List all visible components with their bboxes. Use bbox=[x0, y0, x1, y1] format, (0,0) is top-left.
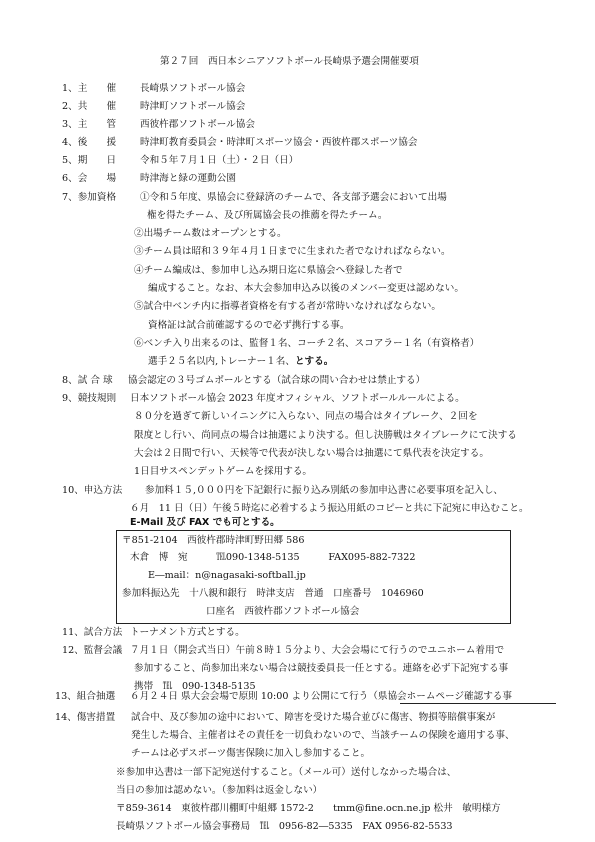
item-14-text: 試合中、及び参加の途中において、障害を受けた場合並びに傷害、物損等賠償事案が bbox=[131, 712, 496, 723]
item-13-text: ６月２４日 県大会会場で原則 10:00 より公開にて行う（県協会ホームページ確認する事 bbox=[130, 691, 512, 702]
item-11-label: 11、試合方法 bbox=[62, 627, 123, 638]
item-10-line2: ６月 11 日（日）午後５時迄に必着するよう振込用紙のコピーと共に下記宛に申込むこと。 bbox=[130, 503, 529, 514]
qual-line-last bbox=[148, 356, 333, 368]
note-line: ※参加申込書は一部下記宛送付すること。（メール可）送付しなかった場合は、 bbox=[116, 767, 457, 778]
item-10-bold: E-Mail 及び FAX でも可とする。 bbox=[130, 517, 280, 528]
rules-line: 限度とし行い、尚同点の場合は抽選により決する。但し決勝戦はタイブレークにて決する bbox=[134, 430, 517, 441]
item-11-text: トーナメント方式とする。 bbox=[130, 627, 245, 638]
item-7-label: 7、参加資格 bbox=[62, 192, 117, 203]
item-8-label: 8、試 合 球 bbox=[62, 375, 113, 386]
item-5-label: 5、期 日 bbox=[62, 155, 117, 166]
item-12-label: 12、監督会議 bbox=[62, 645, 123, 656]
item-8-text: 協会認定の３号ゴムボールとする（試合球の問い合わせは禁止する） bbox=[128, 375, 426, 386]
box-contact: 木倉 博 宛 ℡090-1348-5135 FAX095-882-7322 bbox=[130, 552, 416, 563]
item-13-label: 13、組合抽選 bbox=[55, 691, 116, 702]
rules-line: 大会は２日間で行い、天候等で代表が決しない場合は抽選にて県代表を決定する。 bbox=[134, 448, 489, 459]
item-6-text: 時津海と緑の運動公園 bbox=[140, 173, 236, 184]
page-title: 第２７回 西日本シニアソフトボール長崎県予選会開催要項 bbox=[160, 56, 419, 67]
qual-line: ⑥ベンチ入り出来るのは、監督１名、コーチ２名、スコアラー１名（有資格者） bbox=[134, 338, 480, 349]
rules-line: ８０分を過ぎて新しいイニングに入らない、同点の場合はタイブレーク、２回を bbox=[134, 411, 478, 422]
note-line: 当日の参加は認めない。（参加料は返金しない） bbox=[116, 785, 323, 796]
box-email: E―mail：n@nagasaki-softball.jp bbox=[148, 570, 306, 581]
item-14-line: チームは必ずスポーツ傷害保険に加入し参加すること。 bbox=[131, 748, 371, 759]
item-10-label: 10、申込方法 bbox=[62, 485, 123, 496]
item-9-label: 9、競技規則 bbox=[62, 393, 117, 404]
item-3-label: 3、主 管 bbox=[62, 119, 117, 130]
footer-office: 長崎県ソフトボール協会事務局 ℡ 0956-82―5335 FAX 0956-82-5533 bbox=[116, 821, 453, 832]
qual-line-text: 選手２５名以内,トレーナー１名、 bbox=[148, 356, 295, 367]
item-4-text: 時津町教育委員会・時津町スポーツ協会・西彼杵郡スポーツ協会 bbox=[140, 137, 418, 148]
box-bank: 参加料振込先 十八親和銀行 時津支店 普通 口座番号 1046960 bbox=[122, 588, 424, 599]
item-9-text: 日本ソフトボール協会 2023 年度オフィシャル、ソフトボールルールによる。 bbox=[130, 393, 465, 404]
qual-line: ⑤試合中ベンチ内に指導者資格を有する者が常時いなければならない。 bbox=[134, 301, 441, 312]
qual-line: ④チーム編成は、参加申し込み期日迄に県協会へ登録した者で bbox=[134, 265, 403, 276]
item-5-text: 令和５年７月１日（土）・２日（日） bbox=[140, 155, 299, 166]
qual-line: ③チーム員は昭和３９年４月１日までに生まれた者でなければならない。 bbox=[134, 246, 451, 257]
qual-line: 資格証は試合前確認するので必ず携行する事。 bbox=[148, 320, 350, 331]
item-1-text: 長崎県ソフトボール協会 bbox=[140, 83, 246, 94]
item-14-line: 発生した場合、主催者はその責任を一切負わないので、当該チームの保険を適用する事、 bbox=[131, 730, 515, 741]
item-14-label: 14、傷害措置 bbox=[55, 712, 116, 723]
qual-line: 権を得たチーム、及び所属協会長の推薦を得たチーム。 bbox=[147, 210, 388, 221]
item-2-text: 時津町ソフトボール協会 bbox=[140, 101, 246, 112]
rules-line: 1日目サスペンデットゲームを採用する。 bbox=[134, 466, 313, 477]
item-1-label: 1、主 催 bbox=[62, 83, 117, 94]
item-12-line2: 参加すること、尚参加出来ない場合は競技委員長一任とする。連絡を必ず下記宛する事 bbox=[134, 663, 509, 674]
qual-line: 編成すること。なお、本大会参加申込み以後のメンバー変更は認めない。 bbox=[148, 283, 464, 294]
item-13-underline bbox=[400, 703, 556, 704]
item-2-label: 2、共 催 bbox=[62, 101, 117, 112]
item-7-text: ①令和５年度、県協会に登録済のチームで、各支部予選会において出場 bbox=[140, 192, 447, 203]
footer-address: 〒859-3614 東彼杵郡川棚町中組郷 1572-2 tmm@fine.ocn.ne.jp 松井 敏明様方 bbox=[116, 803, 501, 814]
box-account-name: 口座名 西彼杵郡ソフトボール協会 bbox=[206, 606, 360, 617]
item-10-text: 参加料１５,０００円を下記銀行に振り込み別紙の参加申込書に必要事項を記入し、 bbox=[145, 485, 504, 496]
box-address: 〒851-2104 西彼杵郡時津町野田郷 586 bbox=[122, 535, 305, 546]
item-6-label: 6、会 場 bbox=[62, 173, 117, 184]
item-12-line3: 携帯 ℡ 090-1348-5135 bbox=[134, 681, 256, 692]
qual-bold-text: とする。 bbox=[294, 356, 334, 367]
qual-line: ②出場チーム数はオープンとする。 bbox=[134, 228, 287, 239]
item-3-text: 西彼杵郡ソフトボール協会 bbox=[140, 119, 255, 130]
item-4-label: 4、後 援 bbox=[62, 137, 117, 148]
item-12-text: ７月１日（開会式当日）午前８時１５分より、大会会場にて行うのでユニホーム着用で bbox=[130, 645, 505, 656]
